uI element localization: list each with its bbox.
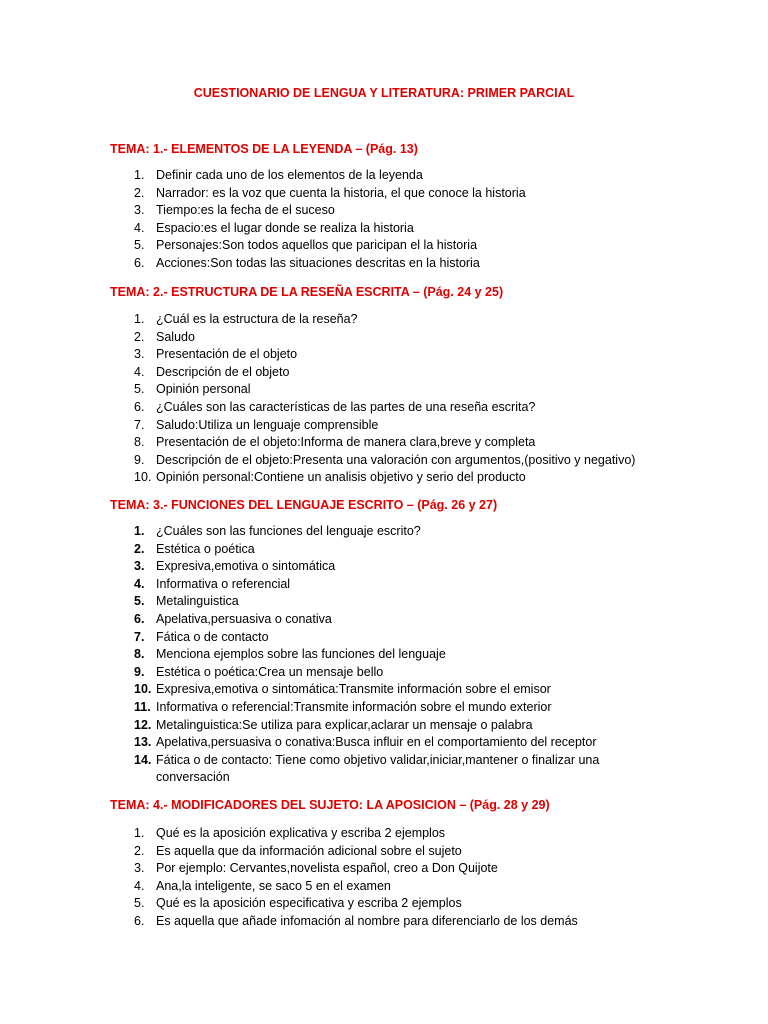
list-item: 5. Opinión personal bbox=[134, 382, 251, 397]
list-item: 4. Descripción de el objeto bbox=[134, 364, 290, 379]
list-item: 4. Espacio:es el lugar donde se realiza la historia bbox=[134, 220, 414, 235]
list-item: 4. Ana,la inteligente, se saco 5 en el examen bbox=[134, 878, 391, 893]
list-item: 6. Apelativa,persuasiva o conativa bbox=[134, 611, 332, 626]
list-item: 6. Acciones:Son todas las situaciones descritas en la historia bbox=[134, 255, 480, 270]
section-heading-2: TEMA: 2.- ESTRUCTURA DE LA RESEÑA ESCRITA – (Pág. 24 y 25) bbox=[110, 285, 504, 299]
list-item: 10. Expresiva,emotiva o sintomática:Transmite información sobre el emisor bbox=[134, 682, 551, 697]
list-item: 13. Apelativa,persuasiva o conativa:Busca influir en el comportamiento del receptor bbox=[134, 735, 597, 750]
section-heading-4: TEMA: 4.- MODIFICADORES DEL SUJETO: LA APOSICION – (Pág. 28 y 29) bbox=[110, 798, 550, 812]
list-item: 3. Por ejemplo: Cervantes,novelista español, creo a Don Quijote bbox=[134, 861, 498, 876]
list-item: 11. Informativa o referencial:Transmite información sobre el mundo exterior bbox=[134, 699, 552, 714]
section-heading-1: TEMA: 1.- ELEMENTOS DE LA LEYENDA – (Pág. 13) bbox=[110, 142, 418, 156]
list-item: 5. Qué es la aposición especificativa y escriba 2 ejemplos bbox=[134, 896, 462, 911]
list-item: 8. Menciona ejemplos sobre las funciones del lenguaje bbox=[134, 647, 446, 662]
list-item: 2. Es aquella que da información adicional sobre el sujeto bbox=[134, 843, 462, 858]
list-item: 14. Fática o de contacto: Tiene como objetivo validar,iniciar,mantener o finalizar una conversación bbox=[134, 752, 600, 785]
list-item: 2. Saludo bbox=[134, 329, 195, 344]
list-item: 8. Presentación de el objeto:Informa de manera clara,breve y completa bbox=[134, 435, 536, 450]
list-item: 3. Tiempo:es la fecha de el suceso bbox=[134, 203, 335, 218]
section-heading-3: TEMA: 3.- FUNCIONES DEL LENGUAJE ESCRITO – (Pág. 26 y 27) bbox=[110, 498, 498, 512]
section-list-4 bbox=[110, 825, 670, 931]
section-list-2 bbox=[110, 311, 670, 487]
section-list-3 bbox=[110, 523, 670, 787]
section-list-1 bbox=[110, 167, 670, 273]
list-item: 4. Informativa o referencial bbox=[134, 576, 291, 591]
list-item: 7. Fática o de contacto bbox=[134, 629, 269, 644]
list-item: 9. Descripción de el objeto:Presenta una valoración con argumentos,(positivo y negativo) bbox=[134, 452, 636, 467]
list-item: 6. Es aquella que añade infomación al nombre para diferenciarlo de los demás bbox=[134, 913, 578, 928]
list-item: 6. ¿Cuáles son las características de las partes de una reseña escrita? bbox=[134, 399, 536, 414]
list-item: 1. Qué es la aposición explicativa y escriba 2 ejemplos bbox=[134, 826, 446, 840]
list-item: 3. Presentación de el objeto bbox=[134, 347, 298, 362]
list-item: 12. Metalinguistica:Se utiliza para explicar,aclarar un mensaje o palabra bbox=[134, 717, 533, 732]
list-item: 5. Metalinguistica bbox=[134, 594, 239, 609]
list-item: 1. ¿Cuáles son las funciones del lenguaje escrito? bbox=[134, 524, 421, 538]
list-item: 2. Estética o poética bbox=[134, 541, 255, 556]
list-item: 9. Estética o poética:Crea un mensaje bello bbox=[134, 664, 384, 679]
list-item: 2. Narrador: es la voz que cuenta la historia, el que conoce la historia bbox=[134, 185, 526, 200]
list-item: 1. ¿Cuál es la estructura de la reseña? bbox=[134, 312, 358, 326]
list-item: 7. Saludo:Utiliza un lenguaje comprensible bbox=[134, 417, 379, 432]
document-title: CUESTIONARIO DE LENGUA Y LITERATURA: PRIMER PARCIAL bbox=[193, 86, 575, 100]
list-item: 5. Personajes:Son todos aquellos que paricipan el la historia bbox=[134, 238, 478, 253]
list-item: 10. Opinión personal:Contiene un analisis objetivo y serio del producto bbox=[134, 470, 526, 485]
list-item: 3. Expresiva,emotiva o sintomática bbox=[134, 559, 336, 574]
list-item: 1. Definir cada uno de los elementos de la leyenda bbox=[134, 168, 423, 182]
